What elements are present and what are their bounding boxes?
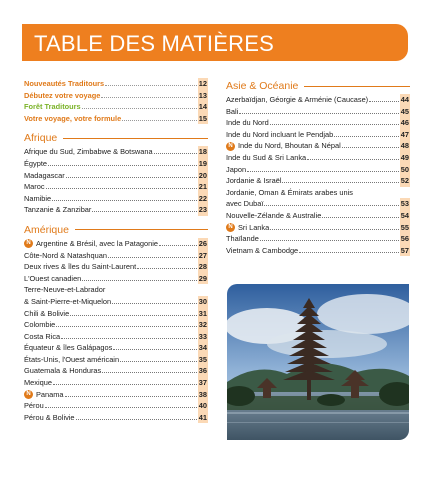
dot-leader [334,129,399,137]
toc-page-number: 47 [400,129,409,139]
toc-page-number: 40 [198,401,207,411]
toc-entry[interactable] [24,204,208,216]
toc-entry-label [226,187,353,199]
toc-page-number: 44 [400,95,409,104]
new-badge-icon: N [24,390,33,399]
toc-entry-label [24,319,55,331]
toc-entry-label [24,296,111,308]
dot-leader [260,233,399,241]
section-heading-asie-oceanie [226,78,410,94]
toc-entry-text: Chili & Bolivie [24,308,70,318]
toc-entry-text: L'Ouest canadien [24,273,82,283]
toc-page-number: 48 [400,141,409,151]
dot-leader [61,331,197,339]
toc-page-number: 12 [198,79,207,88]
toc-entry[interactable] [24,273,208,285]
toc-entry[interactable] [226,175,410,187]
toc-page-number: 14 [198,102,207,112]
toc-page-number: 18 [198,147,207,157]
toc-entry-label [24,170,65,182]
dot-leader [92,204,196,212]
toc-page-number: 49 [400,152,409,162]
toc-entry[interactable] [24,331,208,343]
toc-entry[interactable] [226,198,410,210]
toc-entry-text: avec Dubaï [226,199,264,209]
toc-entry-text: Maroc [24,182,45,192]
toc-entry-text: Argentine & Brésil, avec la Patagonie [36,238,159,248]
toc-entry-text: Débutez votre voyage [24,90,101,100]
dot-leader [264,198,398,206]
toc-entry-text: Deux rives & îles du Saint-Laurent [24,262,137,272]
toc-entry-label [24,365,101,377]
toc-entry-text: Japon [226,164,247,174]
dot-leader [239,106,398,114]
toc-entry-label [226,129,333,141]
toc-entry-label [24,90,100,102]
toc-entry-text: Mexique [24,378,52,388]
toc-page-number: 28 [198,262,207,272]
toc-entry-label [24,181,45,193]
toc-entry-label [24,284,105,296]
toc-page-number: 22 [198,193,207,203]
toc-page-number: 27 [198,250,207,260]
toc-entry[interactable] [24,319,208,331]
dot-leader [45,400,197,408]
section-heading-text: Asie & Océanie [226,80,299,92]
toc-entry-text: Azerbaïdjan, Géorgie & Arménie (Caucase) [226,95,369,104]
toc-entry[interactable] [226,164,410,176]
toc-entry-label [24,331,60,343]
toc-entry[interactable] [226,210,410,222]
toc-entry-text: Équateur & îles Galápagos [24,343,113,353]
toc-page-number: 34 [198,343,207,353]
dot-leader [56,319,197,327]
toc-entry-label [226,94,368,106]
dot-leader [270,117,399,125]
toc-entry[interactable] [24,101,208,113]
dot-leader [112,296,197,304]
toc-page-number: 45 [400,106,409,116]
toc-page-number: 29 [198,273,207,283]
toc-page-number: 13 [198,90,207,100]
dot-leader [137,261,197,269]
toc-entry[interactable] [226,129,410,141]
toc-entry-label [226,140,341,152]
dot-leader [65,389,197,397]
toc-page-number: 56 [400,234,409,244]
toc-entry-label [24,158,47,170]
toc-entry[interactable] [24,412,208,424]
toc-page-number: 21 [198,182,207,192]
section-heading-text: Amérique [24,223,69,236]
toc-entry-label [24,238,158,250]
toc-entry-text: Inde du Nord [226,118,269,128]
toc-entry[interactable] [24,158,208,170]
toc-entry[interactable] [226,117,410,129]
toc-entry-text: Afrique du Sud, Zimbabwe & Botswana [24,147,153,157]
dot-leader [70,308,197,316]
toc-entry-text: Namibie [24,193,52,203]
toc-entry[interactable] [24,78,208,90]
left-column [24,78,208,423]
toc-entry-label [24,412,75,424]
toc-entry[interactable] [24,90,208,102]
toc-page-number: 33 [198,331,207,341]
dot-leader [53,377,197,385]
toc-entry[interactable] [24,354,208,366]
dot-leader [369,94,399,102]
toc-entry-label [24,113,121,125]
toc-entry[interactable] [24,261,208,273]
toc-entry-label [226,152,306,164]
toc-entry-text: Pérou [24,401,44,411]
dot-leader [48,158,197,166]
toc-entry-label [24,78,104,90]
toc-entry[interactable] [24,389,208,401]
dot-leader [101,90,196,98]
toc-entry-text: Égypte [24,158,48,168]
dot-leader [122,113,197,121]
section-rule [75,229,208,230]
toc-entry-text: Nouveautés Traditours [24,79,105,88]
dot-leader [270,222,399,230]
dot-leader [307,152,399,160]
toc-entry-text: Pérou & Bolivie [24,412,75,422]
toc-entry[interactable] [226,233,410,245]
toc-entry[interactable] [226,106,410,118]
dot-leader [342,140,399,148]
section-heading-afrique [24,130,208,146]
toc-entry[interactable] [226,245,410,257]
toc-entry-text: Terre-Neuve-et-Labrador [24,285,106,295]
dot-leader [108,250,197,258]
toc-entry-label [226,210,321,222]
toc-entry-text: Costa Rica [24,331,61,341]
left-sections [24,130,208,423]
toc-entry-label [226,245,298,257]
toc-entry[interactable] [24,377,208,389]
toc-entry-label [24,261,136,273]
toc-entry-text: Guatemala & Honduras [24,366,102,376]
toc-entry-label [24,342,112,354]
section-rule [304,86,410,87]
toc-page-number: 41 [198,412,207,422]
toc-entry-text: Tanzanie & Zanzibar [24,205,92,215]
toc-entry-text: Bali [226,106,239,116]
toc-entry[interactable] [24,170,208,182]
toc-entry-text: Panama [36,389,64,399]
toc-entry-text: Madagascar [24,170,65,180]
toc-entry-label [24,101,81,113]
dot-leader [52,193,197,201]
page-title: TABLE DES MATIÈRES [34,31,274,56]
toc-entry[interactable] [24,342,208,354]
dot-leader [82,101,197,109]
toc-entry-label [226,175,281,187]
toc-entry-label [24,193,51,205]
toc-entry-label [24,354,119,366]
dot-leader [247,164,399,172]
toc-page-number: 46 [400,118,409,128]
toc-page-number: 35 [198,354,207,364]
section-heading-amerique [24,222,208,238]
toc-entry-label [226,198,263,210]
toc-entry-label [24,146,153,158]
toc-page-number: 26 [198,238,207,248]
toc-entry-label [226,117,269,129]
toc-entry-text: Inde du Sud & Sri Lanka [226,152,307,162]
dot-leader [102,365,197,373]
toc-entry-label [226,233,259,245]
toc-page-number: 36 [198,366,207,376]
toc-page-number: 32 [198,320,207,330]
toc-entry-text: Forêt Traditours [24,102,81,112]
toc-entry-text: Vietnam & Cambodge [226,245,299,255]
dot-leader [299,245,399,253]
toc-entry[interactable] [24,296,208,308]
toc-page-number: 19 [198,158,207,168]
section-rule [63,138,208,139]
toc-entry-label [24,377,52,389]
toc-entry-text: États-Unis, l'Ouest américain [24,354,120,364]
toc-entry[interactable] [24,250,208,262]
dot-leader [322,210,398,218]
toc-page-number: 54 [400,210,409,220]
toc-entry-label [24,389,64,401]
dot-leader [282,175,398,183]
dot-leader [154,146,197,154]
toc-entry[interactable] [226,140,410,152]
toc-entry[interactable] [24,181,208,193]
dot-leader [82,273,196,281]
toc-entry-text: Inde du Nord, Bhoutan & Népal [238,141,341,151]
toc-entry[interactable] [226,222,410,234]
dot-leader [76,412,197,420]
toc-entry[interactable] [24,365,208,377]
dot-leader [46,181,197,189]
dot-leader [120,354,197,362]
toc-page-number: 38 [198,389,207,399]
new-badge-icon: N [24,239,33,248]
toc-entry-text: Votre voyage, votre formule [24,113,122,123]
toc-entry[interactable] [24,400,208,412]
dot-leader [105,78,197,86]
toc-page-number: 55 [400,222,409,232]
toc-entry[interactable] [24,113,208,125]
toc-entry[interactable] [226,187,410,199]
dot-leader [66,170,197,178]
toc-page-number: 53 [400,199,409,209]
toc-page-number: 52 [400,176,409,186]
dot-leader [159,238,197,246]
toc-entry-text: Jordanie & Israël [226,176,282,186]
section-heading-text: Afrique [24,132,58,145]
toc-page-number: 23 [198,205,207,215]
toc-page-number: 31 [198,308,207,318]
toc-entry-text: Jordanie, Oman & Émirats arabes unis [226,187,353,197]
new-badge-icon: N [226,223,235,232]
right-column [226,78,410,256]
toc-entry-label [24,250,107,262]
toc-page-number: 30 [198,296,207,306]
toc-entry-text: Nouvelle-Zélande & Australie [226,210,322,220]
toc-page-number: 15 [198,113,207,123]
title-banner [22,24,408,61]
toc-page-number: 50 [400,164,409,174]
toc-entry-text: Sri Lanka [238,222,270,232]
toc-entry-label [226,106,238,118]
toc-entry[interactable] [24,238,208,250]
toc-entry-label [226,164,246,176]
toc-entry[interactable] [226,152,410,164]
toc-entry-text: Côte-Nord & Natashquan [24,250,107,260]
toc-entry-text: Thaïlande [226,234,259,244]
dot-leader [113,342,196,350]
temple-photo [227,284,409,440]
toc-entry-label [24,308,69,320]
toc-entry[interactable] [24,193,208,205]
toc-entry-text: Colombie [24,320,56,330]
toc-entry[interactable] [24,308,208,320]
toc-entry[interactable] [24,146,208,158]
toc-entry[interactable] [24,284,208,296]
toc-entry-label [226,222,269,234]
toc-entry-text: Inde du Nord incluant le Pendjab [226,129,334,139]
intro-list [24,78,208,124]
toc-page-number: 20 [198,170,207,180]
toc-entry-label [24,400,44,412]
toc-entry-label [24,204,91,216]
toc-entry-label [24,273,81,285]
toc-page-number: 37 [198,378,207,388]
toc-page-number: 57 [400,245,409,255]
toc-entry-text: & Saint-Pierre-et-Miquelon [24,296,112,306]
right-sections [226,78,410,256]
toc-entry[interactable] [226,94,410,106]
new-badge-icon: N [226,142,235,151]
